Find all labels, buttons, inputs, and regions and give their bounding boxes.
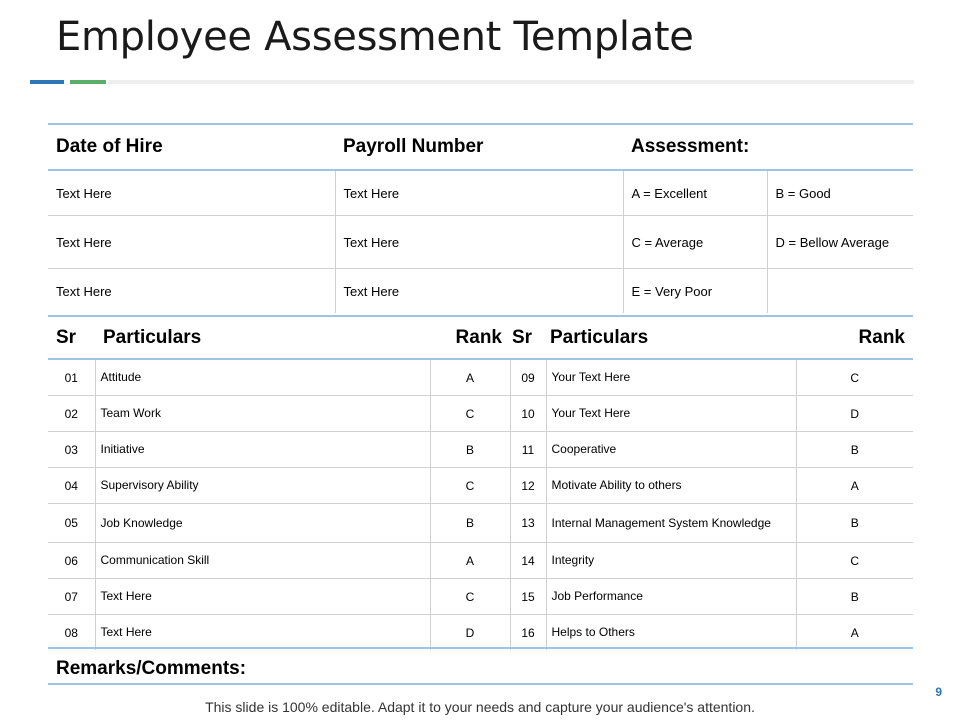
particular-cell: Initiative [95, 432, 430, 468]
rank-cell: A [850, 625, 859, 640]
sr-cell: 01 [48, 359, 95, 396]
sr-cell: 11 [510, 432, 546, 468]
rank-cell: A [430, 543, 510, 579]
employee-info-table [48, 123, 913, 313]
table-row [48, 504, 913, 543]
sr-cell: 07 [48, 579, 95, 615]
table-row [48, 170, 913, 216]
particular-cell: Helps to Others [546, 615, 796, 651]
table-row [48, 396, 913, 432]
info-cell [767, 269, 913, 314]
sr-cell: 02 [48, 396, 95, 432]
sr-cell: 10 [510, 396, 546, 432]
info-cell: Text Here [48, 170, 335, 216]
table-row [48, 615, 913, 651]
info-cell: Text Here [335, 170, 623, 216]
particular-cell: Communication Skill [95, 543, 430, 579]
sr-cell: 05 [48, 504, 95, 543]
sr-cell: 08 [48, 615, 95, 651]
sr-cell: 12 [510, 468, 546, 504]
title-accent-green [70, 80, 106, 84]
particular-cell: Job Performance [546, 579, 796, 615]
info-cell: Text Here [48, 269, 335, 314]
particular-cell: Your Text Here [546, 359, 796, 396]
header-particulars: Particulars [95, 316, 430, 359]
ranking-table [48, 315, 913, 650]
table-row [48, 269, 913, 314]
rank-cell: B [430, 504, 510, 543]
sr-cell: 14 [510, 543, 546, 579]
table-row [48, 359, 913, 396]
rank-cell: C [796, 359, 913, 396]
remarks-section [48, 647, 913, 685]
header-payroll-number: Payroll Number [335, 124, 623, 170]
particular-cell: Team Work [95, 396, 430, 432]
header-assessment: Assessment: [623, 124, 913, 170]
particular-cell: Cooperative [546, 432, 796, 468]
sr-cell: 06 [48, 543, 95, 579]
particular-cell: Text Here [95, 615, 430, 651]
remarks-label: Remarks/Comments: [56, 658, 247, 679]
page-number: 9 [935, 685, 942, 699]
header-particulars: Particulars [546, 316, 796, 359]
title-accent-blue [30, 80, 64, 84]
info-cell: E = Very Poor [623, 269, 767, 314]
particular-cell: Your Text Here [546, 396, 796, 432]
slide-title: Employee Assessment Template [56, 14, 694, 60]
rank-cell: C [796, 543, 913, 579]
rank-cell: A [430, 359, 510, 396]
particular-cell: Internal Management System Knowledge [546, 504, 796, 543]
header-rank: Rank [796, 316, 913, 359]
table-row [48, 579, 913, 615]
rank-cell: C [430, 579, 510, 615]
particular-cell: Text Here [95, 579, 430, 615]
header-sr: Sr [510, 316, 546, 359]
header-date-of-hire: Date of Hire [48, 124, 335, 170]
rank-cell: C [430, 396, 510, 432]
rank-cell: B [796, 432, 913, 468]
rank-cell: A [796, 468, 913, 504]
particular-cell: Supervisory Ability [95, 468, 430, 504]
rank-cell: C [430, 468, 510, 504]
table-row [48, 468, 913, 504]
table-row [48, 216, 913, 269]
sr-cell: 16 [510, 615, 546, 651]
info-cell: B = Good [767, 170, 913, 216]
rank-cell: B [796, 504, 913, 543]
rank-cell: D [796, 396, 913, 432]
info-cell: A = Excellent [623, 170, 767, 216]
footer-note: This slide is 100% editable. Adapt it to your needs and capture your audience's attention. [205, 699, 755, 715]
sr-cell: 09 [510, 359, 546, 396]
info-cell: Text Here [335, 216, 623, 269]
info-cell: D = Bellow Average [767, 216, 913, 269]
sr-cell: 13 [510, 504, 546, 543]
particular-cell: Job Knowledge [95, 504, 430, 543]
rank-cell: B [796, 579, 913, 615]
title-underline [108, 80, 914, 84]
table-row [48, 432, 913, 468]
rank-cell: D [430, 615, 510, 651]
sr-cell: 03 [48, 432, 95, 468]
particular-cell: Integrity [546, 543, 796, 579]
rank-cell: B [430, 432, 510, 468]
header-rank: Rank [430, 316, 510, 359]
info-cell: C = Average [623, 216, 767, 269]
sr-cell: 04 [48, 468, 95, 504]
sr-cell: 15 [510, 579, 546, 615]
table-row [48, 543, 913, 579]
info-cell: Text Here [335, 269, 623, 314]
particular-cell: Attitude [95, 359, 430, 396]
info-cell: Text Here [48, 216, 335, 269]
header-sr: Sr [48, 316, 95, 359]
particular-cell: Motivate Ability to others [546, 468, 796, 504]
